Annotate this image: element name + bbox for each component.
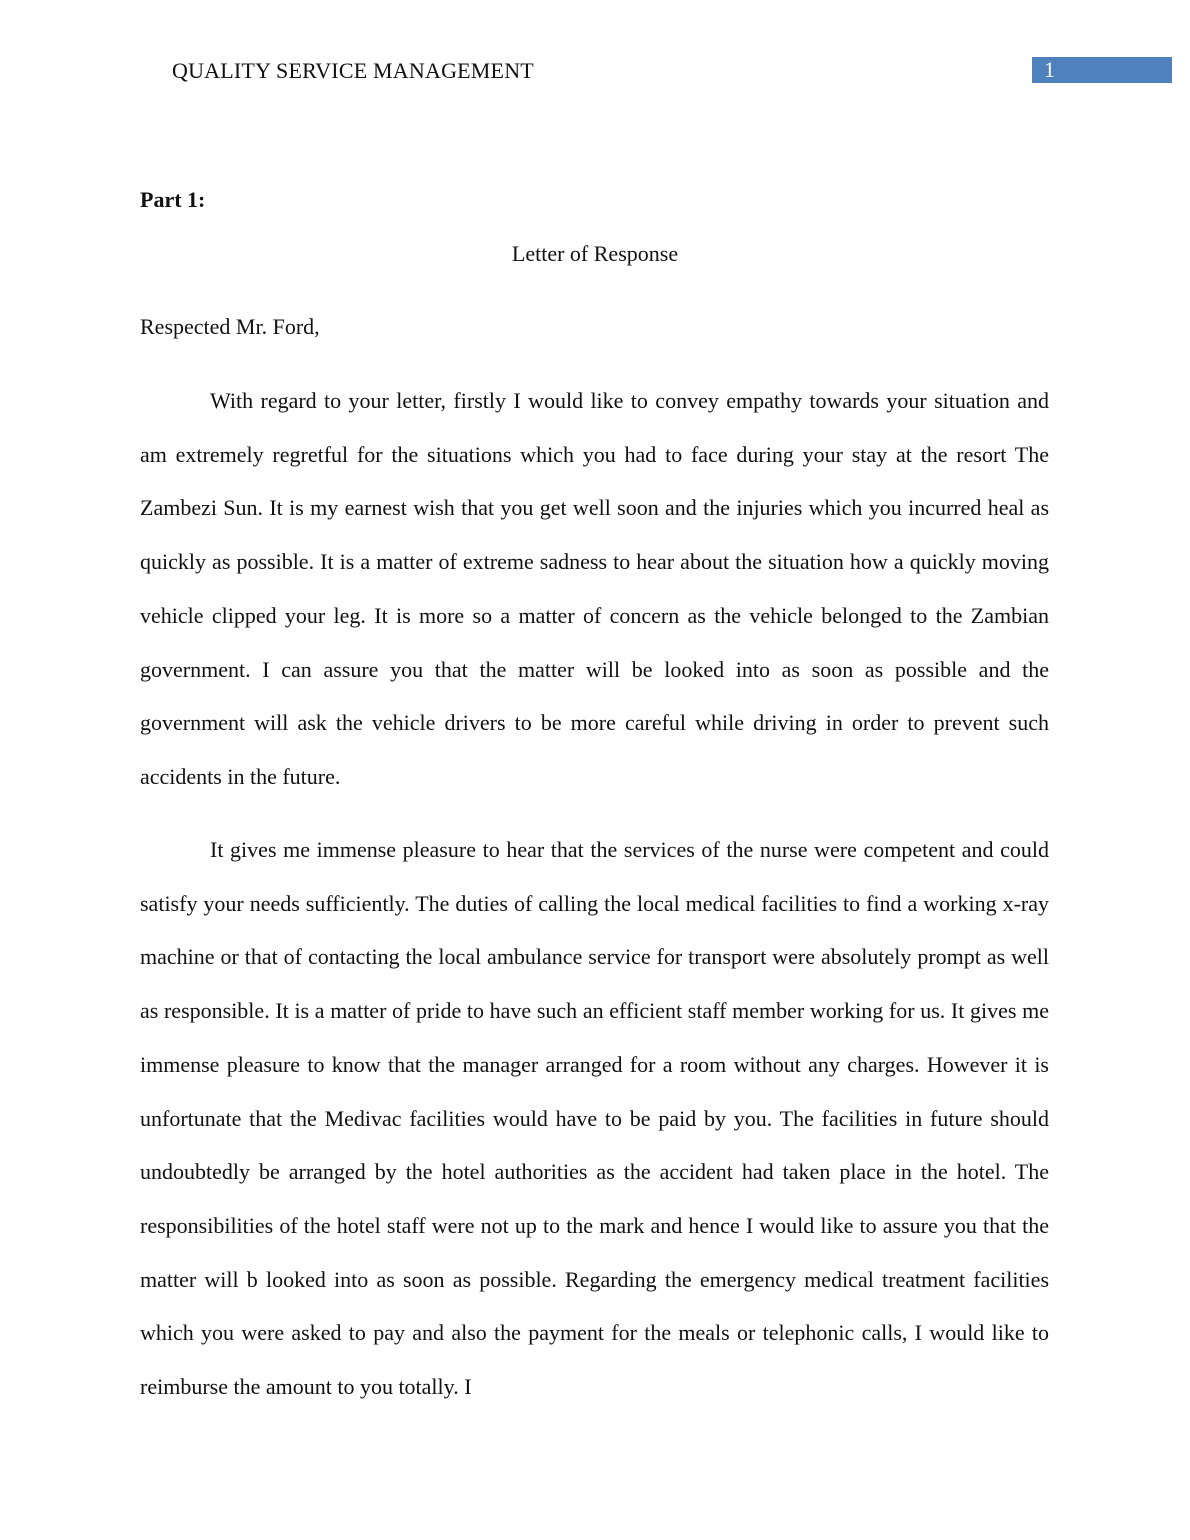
running-head: QUALITY SERVICE MANAGEMENT	[172, 58, 534, 83]
document-title: Letter of Response	[511, 241, 679, 266]
salutation: Respected Mr. Ford,	[140, 314, 320, 339]
body-paragraph: With regard to your letter, firstly I would like to convey empathy towards your situation and am extremely regretful for the situations which you had to face during your stay at the resort The Zambezi Sun. It is my earnest wish that you get well soon and the injuries which you incurred heal as quickly as possible. It is a matter of extreme sadness to hear about the situation how a quickly moving vehicle clipped your leg. It is more so a matter of concern as the vehicle belonged to the Zambian government. I can assure you that the matter will be looked into as soon as possible and the government will ask the vehicle drivers to be more careful while driving in order to prevent such accidents in the future.	[140, 388, 1049, 789]
body-paragraph: It gives me immense pleasure to hear that the services of the nurse were competent and could satisfy your needs sufficiently. The duties of calling the local medical facilities to find a working x-ray machine or that of contacting the local ambulance service for transport were absolutely prompt as well as responsible. It is a matter of pride to have such an efficient staff member working for us. It gives me immense pleasure to know that the manager arranged for a room without any charges. However it is unfortunate that the Medivac facilities would have to be paid by you. The facilities in future should undoubtedly be arranged by the hotel authorities as the accident had taken place in the hotel. The responsibilities of the hotel staff were not up to the mark and hence I would like to assure you that the matter will b looked into as soon as possible. Regarding the emergency medical treatment facilities which you were asked to pay and also the payment for the meals or telephonic calls, I would like to reimburse the amount to you totally. I	[140, 837, 1049, 1400]
page-number: 1	[1032, 57, 1172, 83]
part-heading: Part 1:	[140, 187, 206, 212]
